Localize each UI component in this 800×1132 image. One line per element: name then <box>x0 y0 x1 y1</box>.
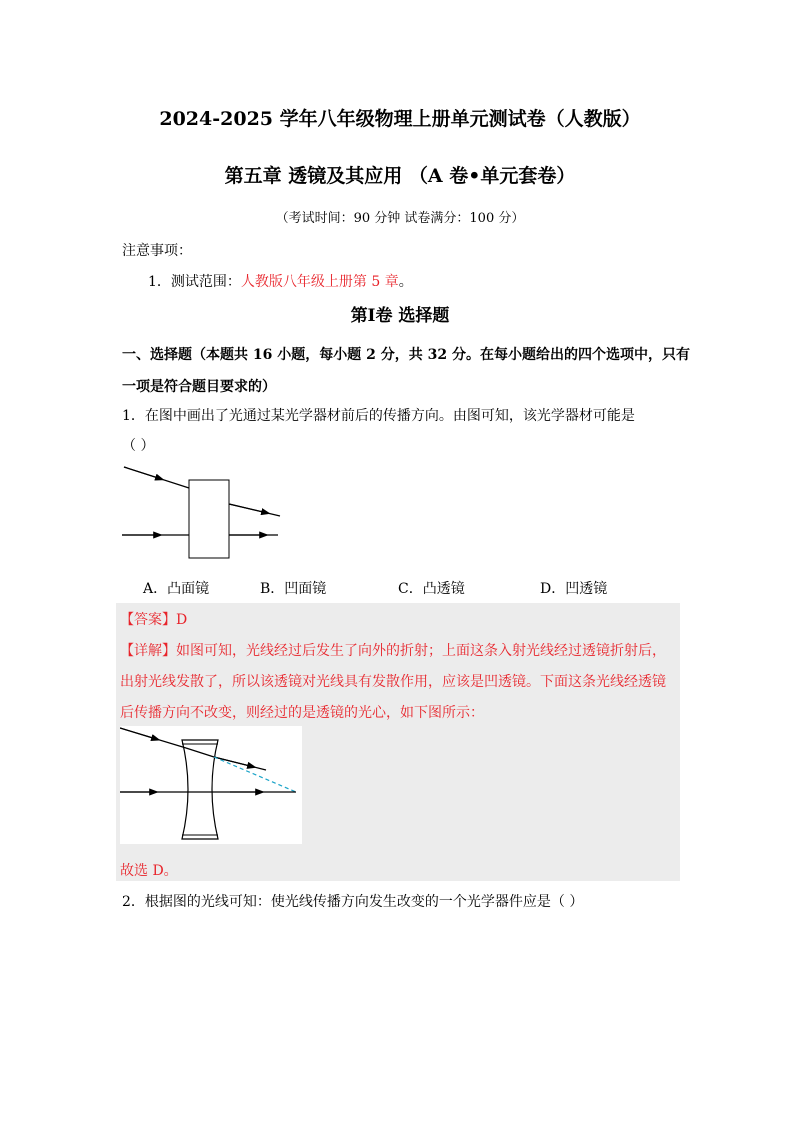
q1-option-c: C．凸透镜 <box>398 581 465 597</box>
detail-line-2: 出射光线发散了，所以该透镜对光线具有发散作用，应该是凹透镜。下面这条光线经透镜 <box>120 674 666 690</box>
notes-item-1 <box>148 271 413 291</box>
q1-figure <box>118 460 288 560</box>
answer-line <box>120 609 187 629</box>
notes-item-1-prefix: 1．测试范围： <box>148 274 241 290</box>
conclusion: 故选 D。 <box>120 863 178 879</box>
detail-tag: 【详解】 <box>120 643 176 659</box>
q1-option-b: B．凹面镜 <box>260 581 327 597</box>
detail-line-1 <box>120 640 666 660</box>
answer-tag: 【答案】 <box>120 612 176 628</box>
q1-stem: 1．在图中画出了光通过某光学器材前后的传播方向。由图可知，该光学器材可能是 <box>122 408 635 424</box>
answer-panel <box>116 603 680 881</box>
concave-lens-shape <box>182 740 218 839</box>
part-heading-line-1: 一、选择题（本题共 16 小题，每小题 2 分，共 32 分。在每小题给出的四个选项中，只有 <box>122 347 690 363</box>
q2-stem: 2．根据图的光线可知：使光线传播方向发生改变的一个光学器件应是（ ） <box>122 894 584 910</box>
optical-device-box <box>189 480 229 558</box>
detail-line-3: 后传播方向不改变，则经过的是透镜的光心，如下图所示： <box>120 705 484 721</box>
exam-info: （考试时间：90 分钟 试卷满分：100 分） <box>275 211 525 226</box>
q1-answer-paren: （ ） <box>122 438 155 454</box>
section-title: 第Ⅰ卷 选择题 <box>350 306 450 326</box>
notes-item-1-suffix: 。 <box>398 274 413 290</box>
notes-heading: 注意事项： <box>122 243 192 259</box>
chapter-title: 第五章 透镜及其应用 （A 卷•单元套卷） <box>224 165 576 187</box>
concave-lens-figure <box>120 726 302 844</box>
q1-option-d: D．凹透镜 <box>540 581 608 597</box>
paper-title: 2024-2025 学年八年级物理上册单元测试卷（人教版） <box>159 108 641 130</box>
q1-option-a: A．凸面镜 <box>143 581 210 597</box>
detail-text-1: 如图可知，光线经过后发生了向外的折射；上面这条入射光线经过透镜折射后， <box>176 643 666 659</box>
answer-value: D <box>176 612 188 628</box>
test-range: 人教版八年级上册第 5 章 <box>240 274 399 290</box>
part-heading-line-2: 一项是符合题目要求的） <box>122 379 276 395</box>
